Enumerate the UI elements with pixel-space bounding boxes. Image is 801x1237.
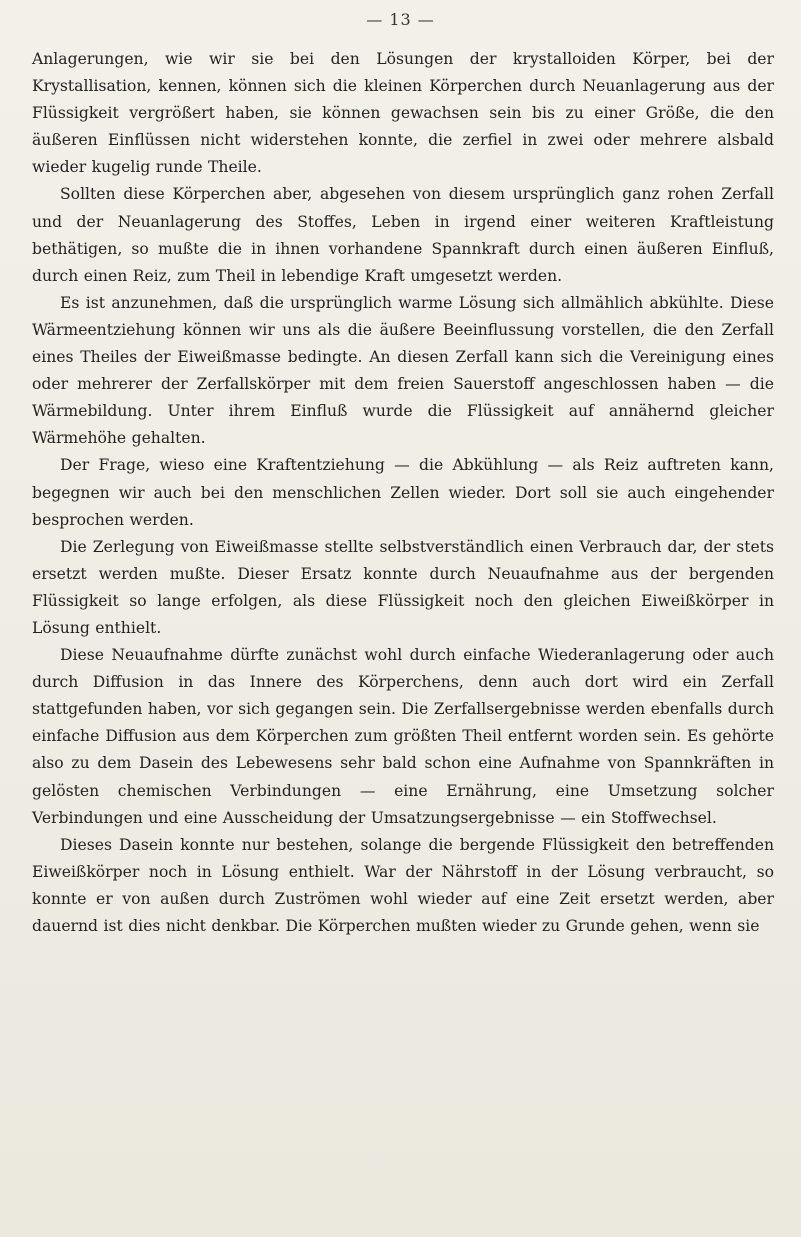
paragraph: Diese Neuaufnahme dürfte zunächst wohl durch einfache Wiederanlagerung oder auch durch Diffusion in das Innere des Körperchens, denn auch dort wird ein Zerfall stattgefunden haben, vor sich gegangen sein. Die Zerfallsergebnisse werden ebenfalls durch einfache Diffusion aus dem Körperchen zum größten Theil entfernt worden sein. Es gehörte also zu dem Dasein des Lebewesens sehr bald schon eine Aufnahme von Spannkräften in gelösten chemischen Verbindungen — eine Ernährung, eine Umsetzung solcher Verbindungen und eine Ausscheidung der Umsatzungsergebnisse — ein Stoffwechsel. bbox=[32, 646, 774, 827]
body-text bbox=[32, 46, 774, 940]
page-number: — 13 — bbox=[366, 10, 435, 29]
paragraph: Anlagerungen, wie wir sie bei den Lösungen der krystalloiden Körper, bei der Krystallisation, kennen, können sich die kleinen Körperchen durch Neuanlagerung aus der Flüssigkeit vergrößert haben, sie können gewachsen sein bis zu einer Größe, die den äußeren Einflüssen nicht widerstehen konnte, die zerfiel in zwei oder mehrere alsbald wieder kugelig runde Theile. bbox=[32, 50, 774, 177]
paragraph: Sollten diese Körperchen aber, abgesehen von diesem ursprünglich ganz rohen Zerfall und der Neuanlagerung des Stoffes, Leben in irgend einer weiteren Kraftleistung bethätigen, so mußte die in ihnen vorhandene Spannkraft durch einen äußeren Einfluß, durch einen Reiz, zum Theil in lebendige Kraft umgesetzt werden. bbox=[32, 185, 774, 285]
paragraph: Der Frage, wieso eine Kraftentziehung — die Abkühlung — als Reiz auftreten kann, begegnen wir auch bei den menschlichen Zellen wieder. Dort soll sie auch eingehender besprochen werden. bbox=[32, 456, 774, 529]
paragraph: Es ist anzunehmen, daß die ursprünglich warme Lösung sich allmählich abkühlte. Diese Wärmeentziehung können wir uns als die äußere Beeinflussung vorstellen, die den Zerfall eines Theiles der Eiweißmasse bedingte. An diesen Zerfall kann sich die Vereinigung eines oder mehrerer der Zerfallskörper mit dem freien Sauerstoff angeschlossen haben — die Wärmebildung. Unter ihrem Einfluß wurde die Flüssigkeit auf annähernd gleicher Wärmehöhe gehalten. bbox=[32, 293, 774, 448]
paragraph: Die Zerlegung von Eiweißmasse stellte selbstverständlich einen Verbrauch dar, der stets ersetzt werden mußte. Dieser Ersatz konnte durch Neuaufnahme aus der bergenden Flüssigkeit so lange erfolgen, als diese Flüssigkeit noch den gleichen Eiweißkörper in Lösung enthielt. bbox=[32, 537, 774, 637]
paragraph: Dieses Dasein konnte nur bestehen, solange die bergende Flüssigkeit den betreffenden Eiweißkörper noch in Lösung enthielt. War der Nährstoff in der Lösung verbraucht, so konnte er von außen durch Zuströmen wohl wieder auf eine Zeit ersetzt werden, aber dauernd ist dies nicht denkbar. Die Körperchen mußten wieder zu Grunde gehen, wenn sie bbox=[32, 835, 774, 935]
